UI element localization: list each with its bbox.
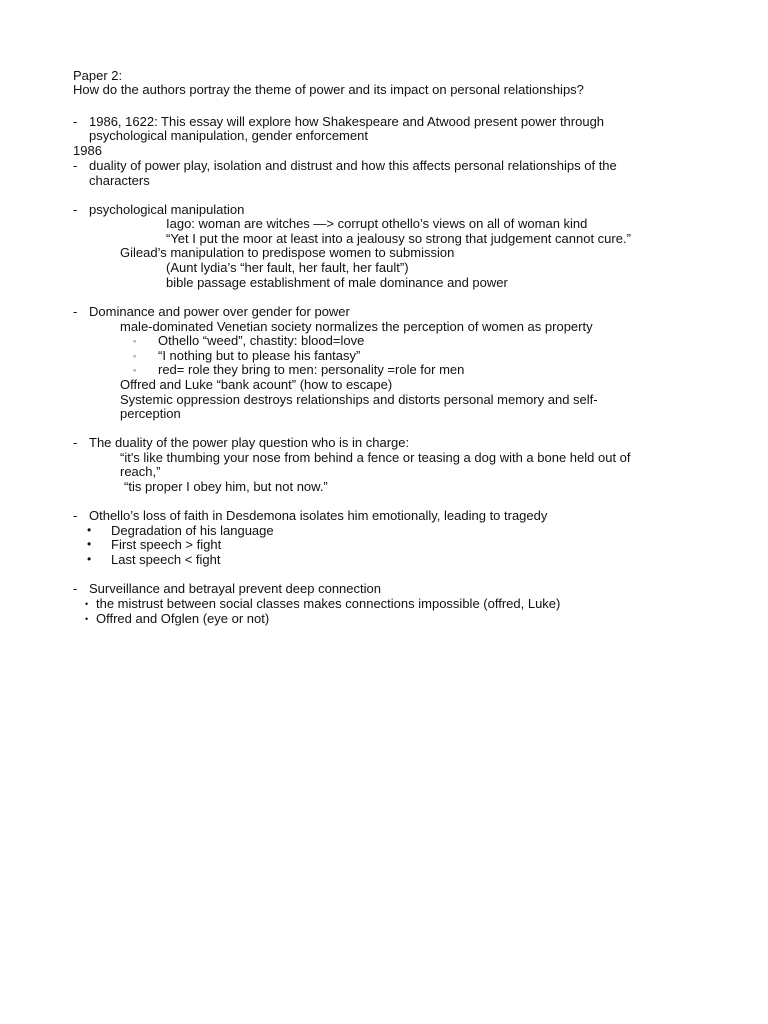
essay-question: How do the authors portray the theme of power and its impact on personal relationships? — [73, 82, 584, 97]
dominance-offred: Offred and Luke “bank acount” (how to escape) — [120, 377, 393, 392]
surveillance-item: the mistrust between social classes makes connections impossible (offred, Luke) — [96, 596, 561, 611]
psych-heading: psychological manipulation — [89, 202, 245, 217]
intro-line-2: psychological manipulation, gender enforcement — [89, 128, 368, 143]
psych-bible: bible passage establishment of male dominance and power — [166, 275, 508, 290]
dash-mark: - — [73, 158, 78, 173]
othello-heading: Othello’s loss of faith in Desdemona isolates him emotionally, leading to tragedy — [89, 508, 548, 523]
dash-mark: - — [73, 304, 78, 319]
bullet-mark: • — [85, 599, 89, 609]
bullet-mark: • — [87, 552, 92, 566]
othello-item: Last speech < fight — [111, 552, 221, 567]
dominance-item: “I nothing but to please his fantasy” — [158, 348, 361, 363]
power-play-quote-1b: reach,” — [120, 464, 161, 479]
dash-mark: - — [73, 114, 78, 129]
duality-line-1: duality of power play, isolation and distrust and how this affects personal relationships of the — [89, 158, 617, 173]
othello-item: First speech > fight — [111, 537, 222, 552]
intro-line-1: 1986, 1622: This essay will explore how Shakespeare and Atwood present power through — [89, 114, 605, 129]
power-play-quote-2: “tis proper I obey him, but not now.” — [124, 479, 328, 494]
othello-item: Degradation of his language — [111, 523, 274, 538]
power-play-heading: The duality of the power play question who is in charge: — [89, 435, 410, 450]
power-play-quote-1a: “it's like thumbing your nose from behind a fence or teasing a dog with a bone held out of — [120, 450, 631, 465]
surveillance-item: Offred and Ofglen (eye or not) — [96, 611, 270, 626]
paper-title: Paper 2: — [73, 68, 123, 83]
circle-bullet: ◦ — [133, 365, 137, 375]
psych-lydia: (Aunt lydia’s “her fault, her fault, her fault”) — [166, 260, 409, 275]
dash-mark: - — [73, 435, 78, 450]
dominance-item: red= role they bring to men: personality =role for men — [158, 362, 465, 377]
dash-mark: - — [73, 508, 78, 523]
circle-bullet: ◦ — [133, 336, 137, 346]
circle-bullet: ◦ — [133, 351, 137, 361]
intro-year: 1986 — [73, 143, 102, 158]
bullet-mark: • — [87, 523, 92, 537]
dominance-systemic-1: Systemic oppression destroys relationships and distorts personal memory and self- — [120, 392, 598, 407]
dash-mark: - — [73, 581, 78, 596]
bullet-mark: • — [87, 537, 92, 551]
surveillance-heading: Surveillance and betrayal prevent deep connection — [89, 581, 381, 596]
dominance-heading: Dominance and power over gender for power — [89, 304, 350, 319]
psych-iago: Iago: woman are witches —> corrupt othello’s views on all of woman kind — [166, 216, 588, 231]
dominance-venetian: male-dominated Venetian society normalizes the perception of women as property — [120, 319, 593, 334]
dash-mark: - — [73, 202, 78, 217]
psych-quote: “Yet I put the moor at least into a jealousy so strong that judgement cannot cure.” — [166, 231, 631, 246]
duality-line-2: characters — [89, 173, 150, 188]
dominance-systemic-2: perception — [120, 406, 181, 421]
psych-gilead: Gilead’s manipulation to predispose women to submission — [120, 245, 455, 260]
bullet-mark: • — [85, 614, 89, 624]
dominance-item: Othello “weed”, chastity: blood=love — [158, 333, 365, 348]
